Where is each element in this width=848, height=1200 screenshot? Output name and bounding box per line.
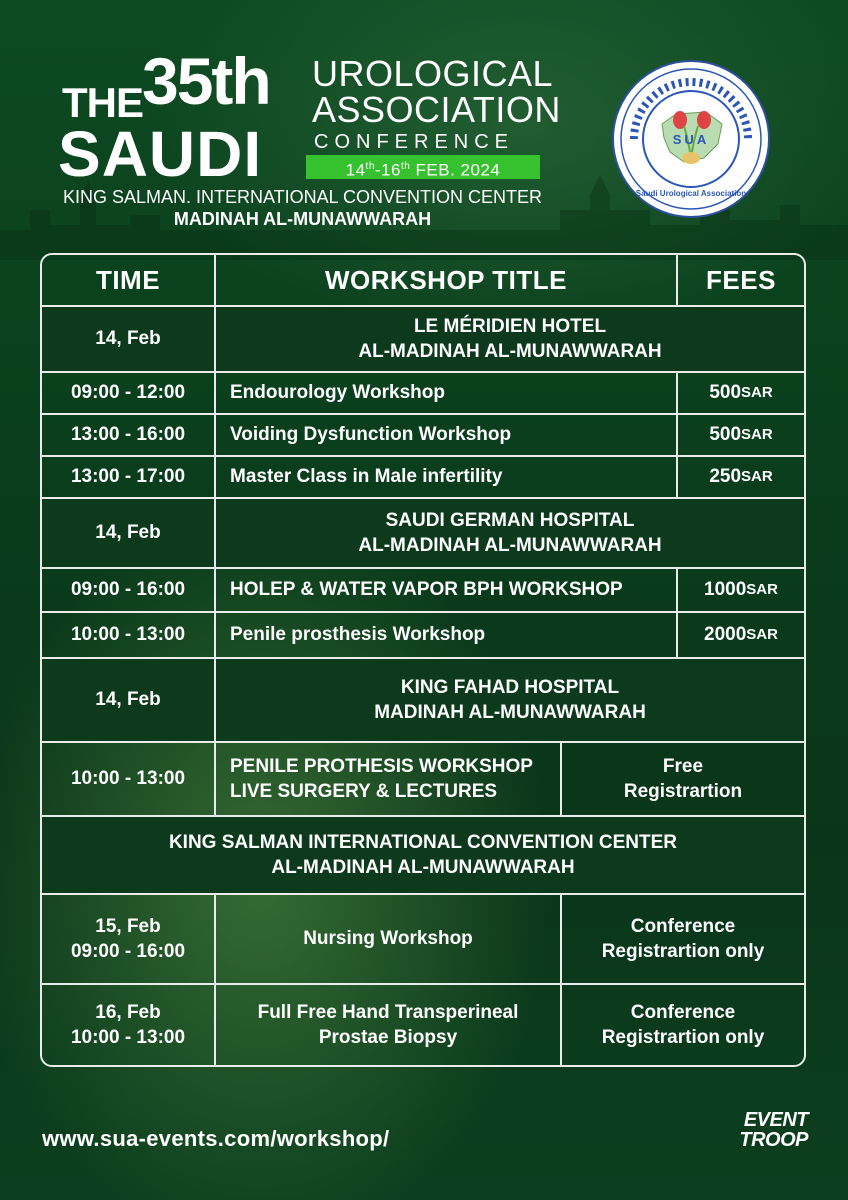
table-row-time: 13:00 - 17:00 bbox=[70, 466, 186, 488]
table-row-fee: 500 SAR bbox=[709, 424, 773, 446]
venue-city: MADINAH AL-MUNAWWARAH bbox=[173, 209, 432, 229]
grid-line bbox=[42, 371, 804, 373]
fee-line2: Registrartion bbox=[623, 781, 743, 802]
section-date: 14, Feb bbox=[42, 659, 214, 741]
table-row-title bbox=[216, 743, 560, 815]
title-association: ASSOCIATION bbox=[312, 89, 561, 130]
section-venue bbox=[42, 817, 804, 893]
table-row-title: Nursing Workshop bbox=[303, 928, 473, 950]
logo-english-name: Saudi Urological Association bbox=[635, 189, 747, 198]
table-row-title: HOLEP & WATER VAPOR BPH WORKSHOP bbox=[230, 579, 623, 601]
grid-line bbox=[42, 305, 804, 307]
row-time: 09:00 - 16:00 bbox=[70, 941, 186, 962]
row-time: 10:00 - 13:00 bbox=[70, 1027, 186, 1048]
grid-line bbox=[676, 255, 678, 307]
table-row-title: Voiding Dysfunction Workshop bbox=[230, 424, 512, 446]
table-row-time: 09:00 - 12:00 bbox=[70, 382, 186, 404]
section-venue bbox=[216, 499, 804, 567]
grid-line bbox=[214, 255, 216, 817]
section-date: 14, Feb bbox=[42, 307, 214, 371]
title-line1: Full Free Hand Transperineal bbox=[257, 1001, 519, 1023]
grid-line bbox=[42, 741, 804, 743]
title-conference: CONFERENCE bbox=[314, 131, 515, 153]
col-header-workshop-title: WORKSHOP TITLE bbox=[325, 264, 567, 295]
grid-line bbox=[214, 893, 216, 1067]
table-row-fee: 500 SAR bbox=[709, 382, 773, 404]
venue-line2: AL-MADINAH AL-MUNAWWARAH bbox=[271, 857, 575, 878]
workshop-url-link[interactable]: www.sua-events.com/workshop/ bbox=[42, 1126, 390, 1151]
fee-line1: Free bbox=[662, 755, 704, 777]
grid-line bbox=[42, 567, 804, 569]
grid-line bbox=[42, 455, 804, 457]
col-header-fees: FEES bbox=[706, 264, 776, 295]
table-row-time: 13:00 - 16:00 bbox=[70, 424, 186, 446]
venue-line1: LE MÉRIDIEN HOTEL bbox=[413, 315, 607, 337]
table-row-title: Endourology Workshop bbox=[230, 382, 445, 404]
table-row-fee: 2000 SAR bbox=[704, 624, 778, 646]
venue-line1: KING SALMAN INTERNATIONAL CONVENTION CENTER bbox=[168, 831, 678, 853]
grid-line bbox=[42, 413, 804, 415]
section-venue bbox=[216, 659, 804, 741]
row-date: 15, Feb bbox=[95, 915, 161, 937]
fee-line1: Conference bbox=[630, 1001, 736, 1023]
grid-line bbox=[42, 611, 804, 613]
title-line2: LIVE SURGERY & LECTURES bbox=[230, 781, 498, 802]
section-venue bbox=[216, 307, 804, 371]
grid-line bbox=[560, 741, 562, 817]
sua-logo bbox=[612, 60, 770, 218]
title-line1: PENILE PROTHESIS WORKSHOP bbox=[230, 755, 533, 777]
venue-name: KING SALMAN. INTERNATIONAL CONVENTION CENTER bbox=[62, 187, 543, 207]
table-row-title bbox=[216, 985, 560, 1065]
table-row-time: 10:00 - 13:00 bbox=[70, 768, 186, 790]
grid-line bbox=[560, 893, 562, 1067]
row-date: 16, Feb bbox=[95, 1001, 161, 1023]
venue-line2: MADINAH AL-MUNAWWARAH bbox=[374, 702, 646, 723]
grid-line bbox=[676, 371, 678, 499]
table-row-fee bbox=[562, 985, 804, 1065]
table-row-fee bbox=[562, 743, 804, 815]
title-saudi: SAUDI bbox=[58, 118, 263, 190]
table-row-time: 10:00 - 13:00 bbox=[70, 624, 186, 646]
table-row-date-time bbox=[42, 895, 214, 983]
fee-line2: Registrartion only bbox=[601, 941, 765, 962]
section-date: 14, Feb bbox=[42, 499, 214, 567]
venue-line2: AL-MADINAH AL-MUNAWWARAH bbox=[358, 341, 662, 362]
table-row-title: Penile prosthesis Workshop bbox=[230, 624, 486, 646]
fee-line1: Conference bbox=[630, 915, 736, 937]
workshop-schedule-table bbox=[40, 253, 806, 1067]
conference-venue bbox=[60, 186, 545, 230]
table-row-date-time bbox=[42, 985, 214, 1065]
grid-line bbox=[42, 815, 804, 817]
table-row-fee: 250 SAR bbox=[709, 466, 773, 488]
grid-line bbox=[42, 657, 804, 659]
title-urological: UROLOGICAL bbox=[312, 53, 554, 94]
venue-line1: KING FAHAD HOSPITAL bbox=[400, 676, 620, 698]
logo-acronym: SUA bbox=[672, 132, 710, 147]
grid-line bbox=[42, 893, 804, 895]
table-row-fee bbox=[562, 895, 804, 983]
col-header-time: TIME bbox=[95, 264, 161, 295]
venue-line1: SAUDI GERMAN HOSPITAL bbox=[385, 509, 635, 531]
table-row-fee: 1000 SAR bbox=[704, 579, 778, 601]
conference-date-badge: 14th-16th FEB. 2024 bbox=[306, 155, 540, 179]
table-row-time: 09:00 - 16:00 bbox=[70, 579, 186, 601]
title-line2: Prostae Biopsy bbox=[318, 1027, 458, 1048]
title-the: THE bbox=[62, 79, 143, 126]
table-row-title: Master Class in Male infertility bbox=[230, 466, 503, 488]
venue-line2: AL-MADINAH AL-MUNAWWARAH bbox=[358, 535, 662, 556]
grid-line bbox=[42, 497, 804, 499]
eventtroop-logo: EVENT TROOP bbox=[739, 1109, 808, 1151]
title-edition: 35th bbox=[142, 44, 270, 118]
grid-line bbox=[42, 983, 804, 985]
grid-line bbox=[676, 567, 678, 659]
fee-line2: Registrartion only bbox=[601, 1027, 765, 1048]
